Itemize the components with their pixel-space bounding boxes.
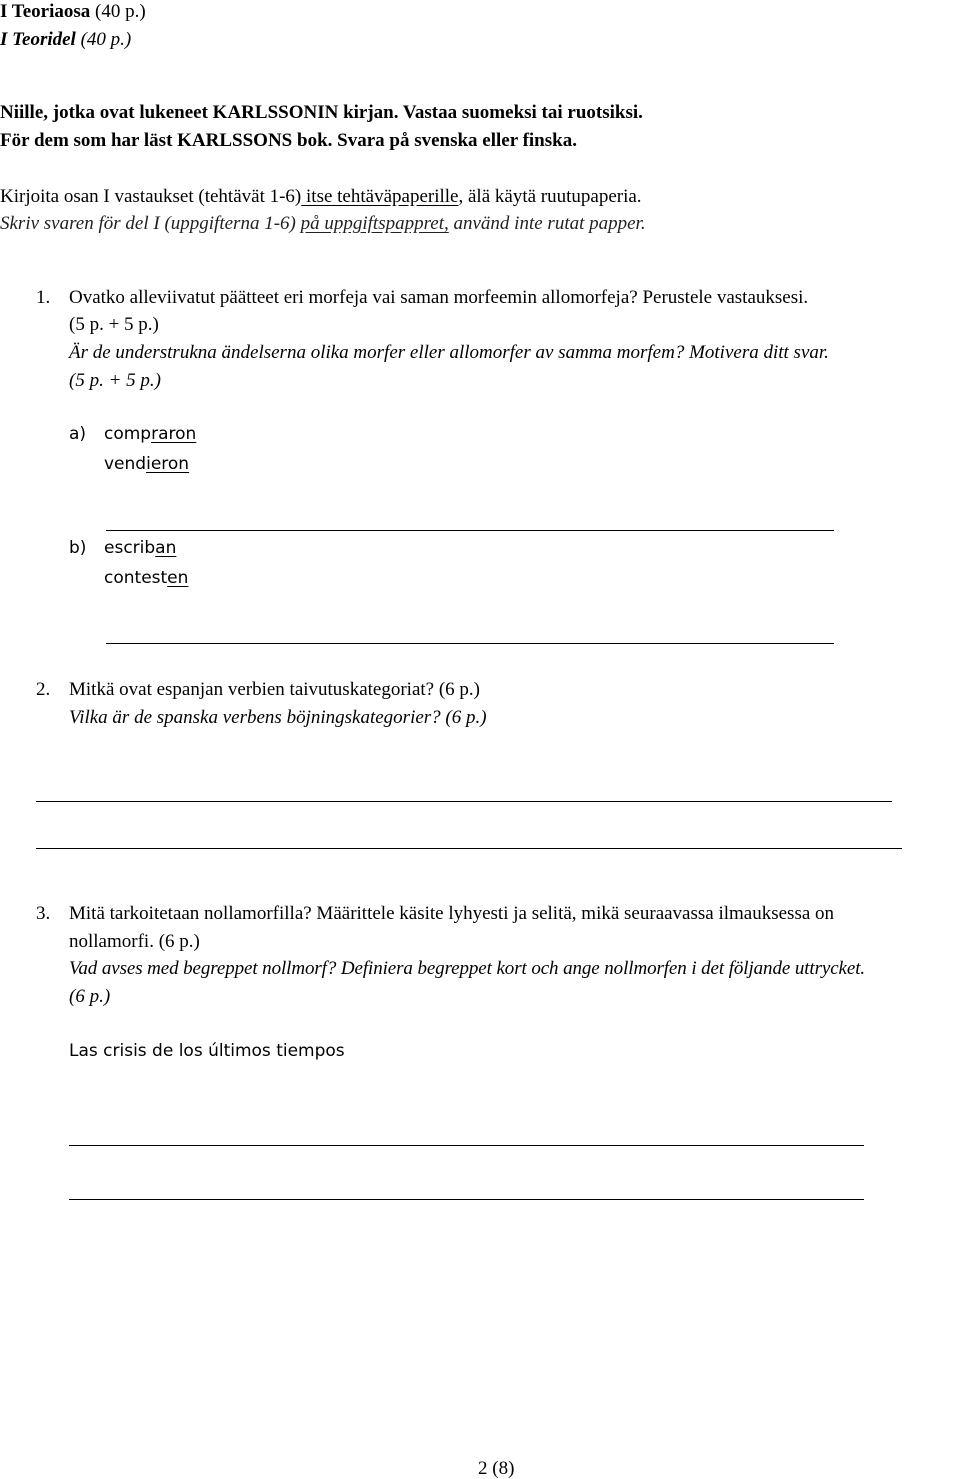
q1-swedish-points: (5 p. + 5 p.) — [69, 370, 161, 391]
intro-swedish: För dem som har läst KARLSSONS bok. Svara på svenska eller finska. — [0, 130, 577, 151]
q1-a-word1-stem: comp — [104, 424, 152, 444]
instruction-swedish-part1: Skriv svaren för del I (uppgifterna 1-6) — [0, 213, 301, 234]
title-swedish — [0, 30, 131, 49]
q1-b-word1-stem: escrib — [104, 538, 156, 558]
instruction-finnish-part2: , älä käytä ruutupaperia. — [458, 186, 642, 207]
q1-a-answer-line[interactable] — [106, 530, 834, 531]
q2-number: 2. — [36, 679, 51, 700]
q3-finnish-line1: Mitä tarkoitetaan nollamorfilla? Määrittele käsite lyhyesti ja selitä, mikä seuraavassa ilmauksessa on — [69, 903, 835, 924]
q1-a-label: a) — [69, 424, 87, 444]
q1-b-word1 — [104, 540, 176, 557]
title-swedish-bold: I Teoridel — [0, 29, 76, 50]
title-swedish-points: (40 p.) — [75, 29, 132, 50]
title-finnish-points: (40 p.) — [90, 1, 146, 22]
q1-b-label: b) — [69, 538, 87, 558]
instruction-swedish-underlined: på uppgiftspappret, — [300, 213, 449, 234]
q3-finnish-line2: nollamorfi. (6 p.) — [69, 931, 200, 952]
intro-finnish: Niille, jotka ovat lukeneet KARLSSONIN kirjan. Vastaa suomeksi tai ruotsiksi. — [0, 102, 643, 123]
q1-a-word1-ending: raron — [151, 424, 197, 444]
instruction-finnish-underlined: itse tehtäväpaperille — [301, 186, 459, 207]
q2-swedish-text: Vilka är de spanska verbens böjningskategorier? (6 p.) — [69, 707, 487, 728]
q1-a-word1 — [104, 426, 196, 443]
q1-b-word2 — [104, 570, 188, 587]
instruction-finnish — [0, 187, 642, 206]
q1-swedish-text: Är de understrukna ändelserna olika morfer eller allomorfer av samma morfem? Motivera ditt svar. — [69, 342, 829, 363]
q3-number: 3. — [36, 903, 51, 924]
q3-answer-line-2[interactable] — [69, 1199, 864, 1200]
q3-phrase: Las crisis de los últimos tiempos — [69, 1041, 345, 1061]
q1-a-word2-ending: ieron — [146, 454, 190, 474]
page-number: 2 (8) — [478, 1458, 515, 1479]
q1-b-answer-line[interactable] — [106, 643, 834, 644]
instruction-swedish-part2: använd inte rutat papper. — [448, 213, 646, 234]
q2-answer-line-2[interactable] — [36, 848, 902, 849]
q2-answer-line-1[interactable] — [36, 801, 892, 802]
q2-finnish-text: Mitkä ovat espanjan verbien taivutuskategoriat? (6 p.) — [69, 679, 481, 700]
q1-b-word2-ending: en — [167, 568, 189, 588]
q1-finnish-text: Ovatko alleviivatut päätteet eri morfeja vai saman morfeemin allomorfeja? Perustele vastauksesi. — [69, 287, 809, 308]
q3-swedish-line1: Vad avses med begreppet nollmorf? Definiera begreppet kort och ange nollmorfen i det följande uttrycket. — [69, 958, 866, 979]
instruction-finnish-part1: Kirjoita osan I vastaukset (tehtävät 1-6) — [0, 186, 302, 207]
q1-a-word2-stem: vend — [104, 454, 147, 474]
q1-b-word2-stem: contest — [104, 568, 168, 588]
q3-swedish-line2: (6 p.) — [69, 986, 111, 1007]
q3-answer-line-1[interactable] — [69, 1145, 864, 1146]
q1-number: 1. — [36, 287, 51, 308]
q1-finnish-points: (5 p. + 5 p.) — [69, 314, 159, 335]
title-finnish-bold: I Teoriaosa — [0, 1, 91, 22]
q1-a-word2 — [104, 456, 189, 473]
title-finnish — [0, 2, 146, 21]
instruction-swedish — [0, 214, 646, 233]
q1-b-word1-ending: an — [155, 538, 177, 558]
